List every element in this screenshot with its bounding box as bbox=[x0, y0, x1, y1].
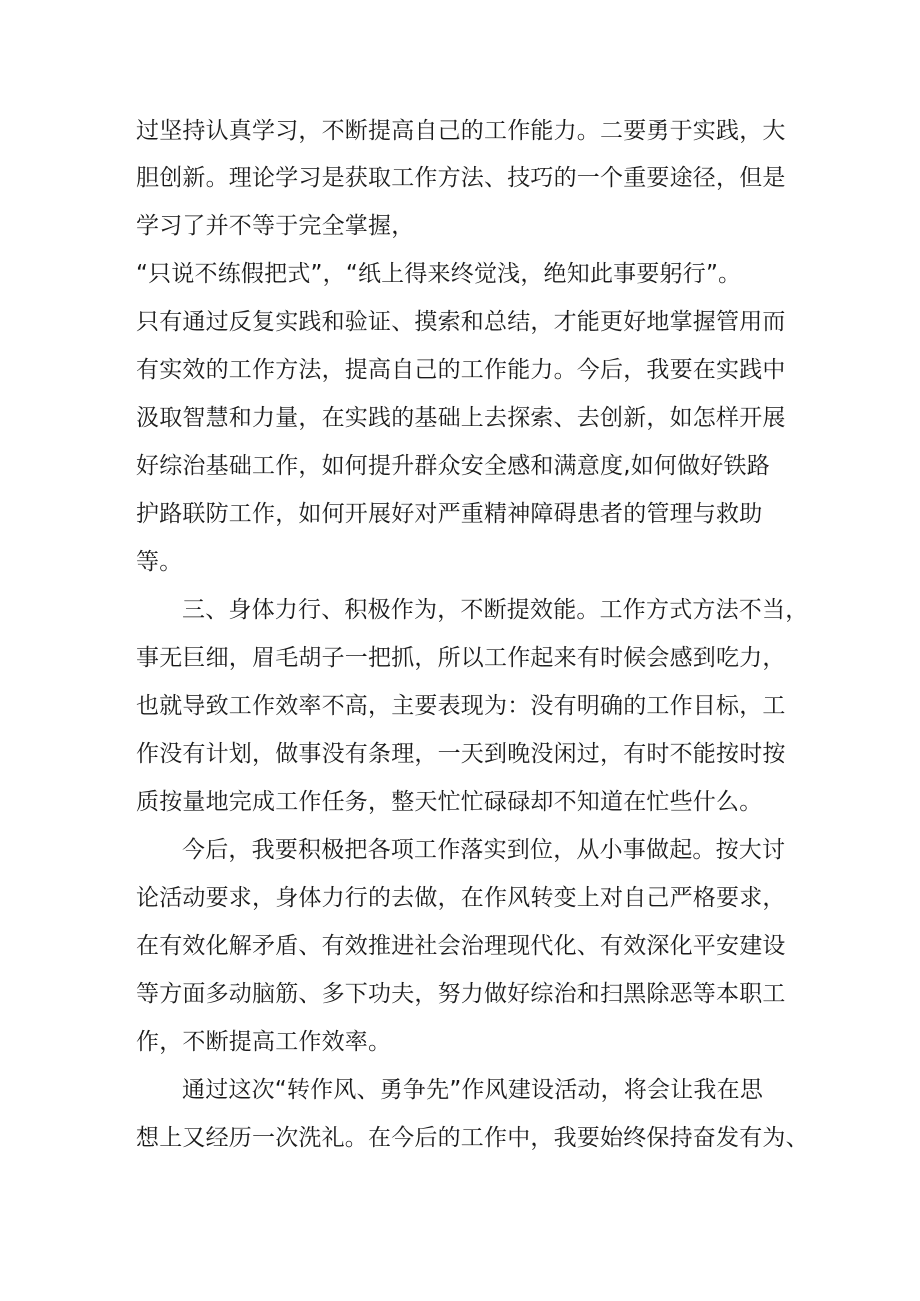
text-line-8: 好综治基础工作，如何提升群众安全感和满意度,如何做好铁路 bbox=[136, 453, 770, 479]
paragraph-4-line-4: 等方面多动脑筋、多下功夫，努力做好综治和扫黑除恶等本职工 bbox=[136, 981, 786, 1007]
paragraph-4-line-5: 作，不断提高工作效率。 bbox=[136, 1029, 392, 1055]
text-line-1: 过坚持认真学习，不断提高自己的工作能力。二要勇于实践，大 bbox=[136, 118, 786, 144]
paragraph-4-line-2: 论活动要求，身体力行的去做，在作风转变上对自己严格要求， bbox=[136, 885, 786, 911]
text-line-10: 等。 bbox=[136, 549, 183, 575]
text-line-6: 有实效的工作方法，提高自己的工作能力。今后，我要在实践中 bbox=[136, 357, 786, 383]
text-line-7: 汲取智慧和力量，在实践的基础上去探索、去创新，如怎样开展 bbox=[136, 405, 786, 431]
paragraph-3-line-5: 质按量地完成工作任务，整天忙忙碌碌却不知道在忙些什么。 bbox=[136, 789, 763, 815]
paragraph-3-line-2: 事无巨细，眉毛胡子一把抓，所以工作起来有时候会感到吃力， bbox=[136, 645, 786, 671]
paragraph-5-line-2: 想上又经历一次洗礼。在今后的工作中，我要始终保持奋发有为、 bbox=[136, 1125, 809, 1151]
text-line-9: 护路联防工作，如何开展好对严重精神障碍患者的管理与救助 bbox=[136, 501, 763, 527]
text-line-4: “只说不练假把式”，“纸上得来终觉浅，绝知此事要躬行”。 bbox=[136, 261, 742, 287]
text-line-5: 只有通过反复实践和验证、摸索和总结，才能更好地掌握管用而 bbox=[136, 309, 786, 335]
paragraph-4-line-3: 在有效化解矛盾、有效推进社会治理现代化、有效深化平安建设 bbox=[136, 933, 786, 959]
paragraph-3-line-3: 也就导致工作效率不高，主要表现为：没有明确的工作目标，工 bbox=[136, 693, 786, 719]
paragraph-3-line-1: 三、身体力行、积极作为，不断提效能。工作方式方法不当， bbox=[182, 597, 809, 623]
text-line-2: 胆创新。理论学习是获取工作方法、技巧的一个重要途径，但是 bbox=[136, 165, 786, 191]
paragraph-4-line-1: 今后，我要积极把各项工作落实到位，从小事做起。按大讨 bbox=[182, 837, 786, 863]
text-line-3: 学习了并不等于完全掌握， bbox=[136, 213, 415, 239]
paragraph-3-line-4: 作没有计划，做事没有条理，一天到晚没闲过，有时不能按时按 bbox=[136, 741, 786, 767]
paragraph-5-line-1: 通过这次“转作风、勇争先”作风建设活动，将会让我在思 bbox=[182, 1077, 764, 1103]
